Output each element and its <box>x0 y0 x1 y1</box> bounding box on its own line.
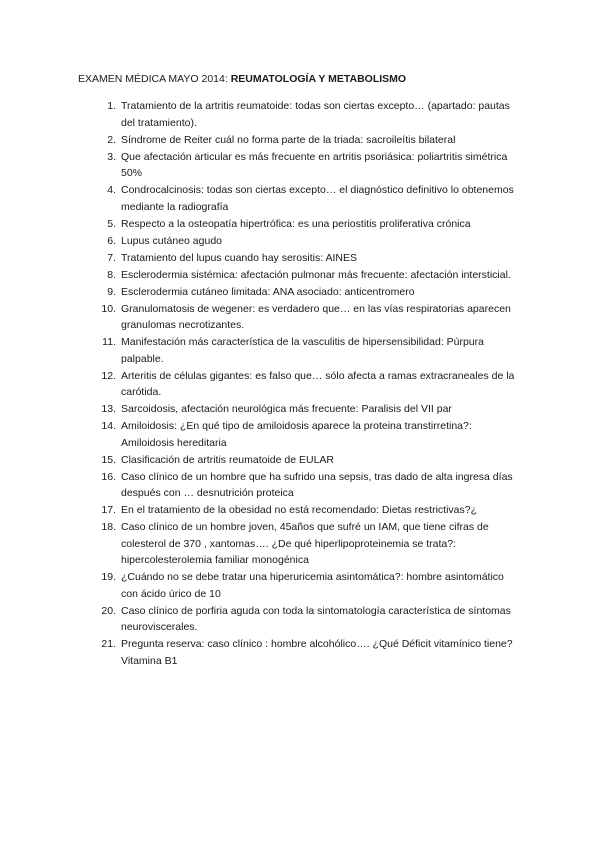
question-item <box>96 418 520 451</box>
question-item <box>96 233 520 250</box>
question-text: Arteritis de células gigantes: es falso que… sólo afecta a ramas extracraneales de la carótida. <box>121 369 515 398</box>
question-text: En el tratamiento de la obesidad no está recomendado: Dietas restrictivas?¿ <box>121 504 478 516</box>
question-text: Que afectación articular es más frecuente en artritis psoriásica: poliartritis simétrica 50% <box>121 150 508 179</box>
question-item <box>96 603 520 636</box>
question-number: 16. <box>101 470 116 483</box>
question-number: 20. <box>101 604 116 617</box>
question-text: Granulomatosis de wegener: es verdadero que… en las vías respiratorias aparecen granulomas necrotizantes. <box>121 302 511 331</box>
question-item <box>96 132 520 149</box>
question-number: 9. <box>107 285 116 298</box>
question-text: Condrocalcinosis: todas son ciertas excepto… el diagnóstico definitivo lo obtenemos mediante la radiografía <box>121 184 514 213</box>
question-item <box>96 284 520 301</box>
question-number: 10. <box>101 302 116 315</box>
question-item <box>96 216 520 233</box>
question-item <box>96 502 520 519</box>
question-number: 8. <box>107 268 116 281</box>
question-item <box>96 636 520 669</box>
question-text: Síndrome de Reiter cuál no forma parte de la triada: sacroileítis bilateral <box>121 133 456 146</box>
question-number: 6. <box>107 234 116 247</box>
question-number: 21. <box>101 638 116 650</box>
question-number: 17. <box>101 504 116 516</box>
question-item <box>96 267 520 284</box>
question-number: 1. <box>107 100 116 112</box>
question-number: 11. <box>102 336 116 348</box>
title-subject: REUMATOLOGÍA Y METABOLISMO <box>230 73 407 85</box>
question-text: Clasificación de artritis reumatoide de EULAR <box>121 453 335 466</box>
question-number: 13. <box>101 403 116 415</box>
question-text: Caso clínico de porfiria aguda con toda la sintomatología característica de síntomas neuroviscerales. <box>121 604 511 633</box>
question-item <box>96 250 520 267</box>
question-number: 2. <box>107 133 116 146</box>
question-item <box>96 401 520 418</box>
question-text: Tratamiento de la artritis reumatoide: todas son ciertas excepto… (apartado: pautas del tratamiento). <box>121 100 510 129</box>
question-number: 15. <box>101 453 116 466</box>
question-number: 14. <box>101 420 116 432</box>
question-text: Esclerodermia cutáneo limitada: ANA asociado: anticentromero <box>121 285 415 298</box>
question-number: 5. <box>107 217 116 230</box>
question-text: Amiloidosis: ¿En qué tipo de amiloidosis aparece la proteina transtirretina?: Amiloidosis hereditaria <box>121 420 472 449</box>
question-item <box>96 368 520 401</box>
question-text: Esclerodermia sistémica: afectación pulmonar más frecuente: afectación intersticial. <box>121 268 511 281</box>
question-text: Sarcoidosis, afectación neurológica más frecuente: Paralisis del VII par <box>121 403 452 415</box>
question-text: Caso clínico de un hombre que ha sufrido una sepsis, tras dado de alta ingresa días después con … desnutrición proteica <box>121 470 513 499</box>
question-text: Manifestación más característica de la vasculitis de hipersensibilidad: Púrpura palpable. <box>121 336 485 365</box>
question-item <box>96 569 520 602</box>
question-item <box>96 182 520 215</box>
question-item <box>96 149 520 182</box>
question-number: 4. <box>107 184 116 196</box>
document-title <box>78 73 406 85</box>
question-item <box>96 98 520 131</box>
question-text: Pregunta reserva: caso clínico : hombre alcohólico…. ¿Qué Déficit vitamínico tiene? Vitamina B1 <box>121 638 513 667</box>
question-text: Lupus cutáneo agudo <box>121 234 223 247</box>
question-text: Tratamiento del lupus cuando hay serositis: AINES <box>121 251 357 264</box>
question-number: 7. <box>107 251 116 264</box>
question-item <box>96 469 520 502</box>
question-item <box>96 301 520 334</box>
question-text: Respecto a la osteopatía hipertrófica: es una periostitis proliferativa crónica <box>121 217 471 230</box>
question-number: 18. <box>101 521 116 533</box>
question-number: 3. <box>107 150 116 163</box>
question-item <box>96 334 520 367</box>
question-number: 19. <box>101 571 116 583</box>
question-list <box>96 98 520 670</box>
question-text: Caso clínico de un hombre joven, 45años que sufré un IAM, que tiene cifras de colesterol de 370 , xantomas…. ¿De qué hiperlipoproteinemia se trata?: hipercolesterolemia familiar monogénica <box>121 521 489 566</box>
question-text: ¿Cuándo no se debe tratar una hiperuricemia asintomática?: hombre asintomático con ácido úrico de 10 <box>121 571 504 600</box>
title-prefix: EXAMEN MÉDICA MAYO 2014: <box>78 73 231 85</box>
question-number: 12. <box>101 369 116 382</box>
question-item <box>96 519 520 569</box>
question-item <box>96 452 520 469</box>
